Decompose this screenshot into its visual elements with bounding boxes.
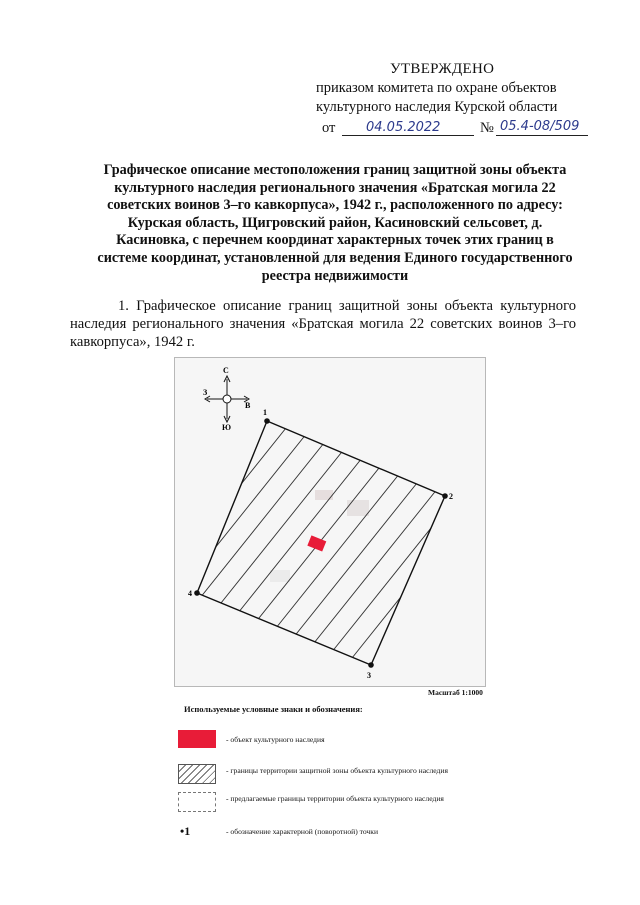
map-background-building (315, 490, 333, 500)
compass-east: В (245, 401, 251, 410)
legend-label-object: - объект культурного наследия (226, 735, 325, 744)
boundary-map (174, 357, 486, 687)
paragraph-text: 1. Графическое описание границ защитной зоны объекта культурного наследия регионального значения «Братская могила 22 советских воинов 3–го кавкорпуса», 1942 г. (70, 298, 576, 351)
approval-line-2: культурного наследия Курской области (316, 99, 558, 115)
approval-block (316, 60, 606, 139)
legend-item-object (178, 730, 478, 762)
point-label-2: 2 (449, 492, 453, 501)
legend-point-symbol: •1 (180, 824, 191, 838)
legend-red-swatch (178, 730, 216, 748)
approval-title: УТВЕРЖДЕНО (390, 61, 495, 77)
legend-label-point: - обозначение характерной (поворотной) точки (226, 827, 379, 836)
map-background (175, 358, 485, 686)
date-prefix: от (322, 120, 336, 136)
compass-south: Ю (222, 423, 232, 432)
document-heading: Графическое описание местоположения границ защитной зоны объекта культурного наследия регионального значения «Братская могила 22 советских воинов 3–го кавкорпуса», 1942 г., расположенного по адресу: Курская область, Щигровский район, Касиновский сельсовет, д. Касиновка, с перечнем координат характерных точек этих границ в системе координат, установленной для ведения Единого государственного реестра недвижимости (97, 162, 573, 284)
approval-line-1: приказом комитета по охране объектов (316, 80, 557, 96)
point-label-3: 3 (367, 671, 371, 680)
legend-label-zone: - границы территории защитной зоны объекта культурного наследия (226, 766, 448, 775)
legend-item-point (178, 824, 478, 856)
legend-item-proposed (178, 792, 478, 824)
map-background-building (270, 570, 290, 582)
map-canvas (175, 358, 485, 686)
boundary-point-1 (264, 418, 270, 424)
boundary-point-3 (368, 662, 374, 668)
point-label-4: 4 (188, 589, 192, 598)
compass-west: З (203, 388, 208, 397)
date-value: 04.05.2022 (366, 120, 441, 135)
legend-hatch-swatch (178, 764, 216, 784)
map-background-building (347, 500, 369, 516)
legend-label-proposed: - предлагаемые границы территории объекта культурного наследия (226, 794, 444, 803)
section-paragraph (70, 297, 576, 352)
boundary-point-4 (194, 590, 200, 596)
map-scale: Масштаб 1:1000 (428, 688, 483, 697)
legend-dashed-swatch (178, 792, 216, 812)
legend-title: Используемые условные знаки и обозначения: (184, 704, 363, 714)
number-value: 05.4-08/509 (500, 119, 580, 134)
number-prefix: № (480, 120, 494, 136)
approval-date-line (316, 117, 606, 139)
boundary-point-2 (442, 493, 448, 499)
point-label-1: 1 (263, 408, 267, 417)
compass-north: С (223, 366, 229, 375)
